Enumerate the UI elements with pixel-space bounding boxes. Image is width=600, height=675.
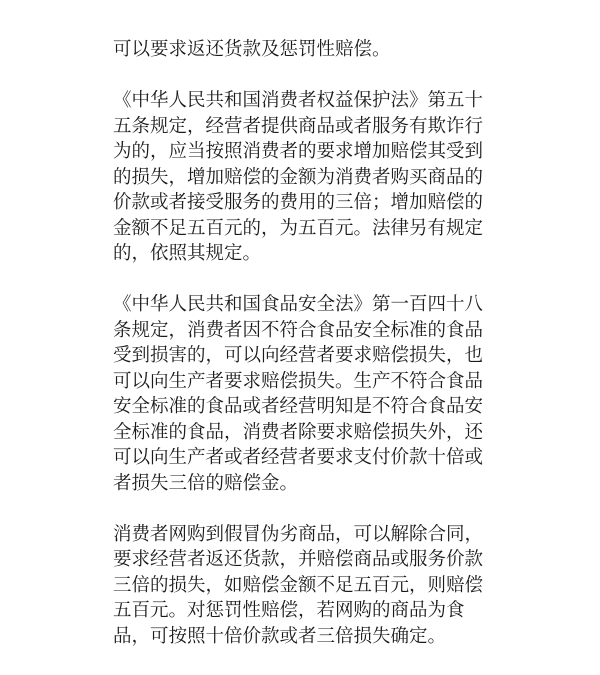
text-line: 的损失，增加赔偿的金额为消费者购买商品的 [113, 166, 484, 188]
paragraph-intro [113, 37, 513, 63]
text-line: 可以要求返还货款及惩罚性赔偿。 [113, 39, 391, 60]
text-line: 五百元。对惩罚性赔偿，若网购的商品为食 [113, 600, 465, 621]
text-line: 要求经营者返还货款，并赔偿商品或服务价款 [113, 549, 484, 570]
text-line: 为的，应当按照消费者的要求增加赔偿其受到 [113, 141, 484, 162]
text-line: 者损失三倍的赔偿金。 [113, 472, 299, 494]
text-line: 五条规定，经营者提供商品或者服务有欺诈行 [113, 115, 484, 137]
text-line: 消费者网购到假冒伪劣商品，可以解除合同， [113, 523, 484, 545]
text-line: 可以向生产者或者经营者要求支付价款十倍或 [113, 447, 484, 468]
text-line: 三倍的损失，如赔偿金额不足五百元，则赔偿 [113, 574, 484, 596]
text-line: 安全标准的食品或者经营明知是不符合食品安 [113, 396, 484, 417]
text-line: 价款或者接受服务的费用的三倍；增加赔偿的 [113, 192, 484, 213]
text-line: 品，可按照十倍价款或者三倍损失确定。 [113, 625, 447, 647]
text-line: 受到损害的，可以向经营者要求赔偿损失，也 [113, 345, 484, 366]
text-line: 的，依照其规定。 [113, 243, 262, 264]
text-line: 可以向生产者要求赔偿损失。生产不符合食品 [113, 370, 484, 392]
text-line: 全标准的食品，消费者除要求赔偿损失外，还 [113, 421, 484, 443]
paragraph-food-safety-law [113, 292, 513, 496]
article-body [113, 37, 513, 675]
paragraph-consumer-protection-law [113, 88, 513, 267]
text-line: 金额不足五百元的，为五百元。法律另有规定 [113, 217, 484, 239]
text-line: 《中华人民共和国消费者权益保护法》第五十 [113, 90, 484, 111]
text-line: 《中华人民共和国食品安全法》第一百四十八 [113, 294, 484, 315]
text-line: 条规定，消费者因不符合食品安全标准的食品 [113, 319, 484, 341]
paragraph-online-shopping [113, 522, 513, 650]
